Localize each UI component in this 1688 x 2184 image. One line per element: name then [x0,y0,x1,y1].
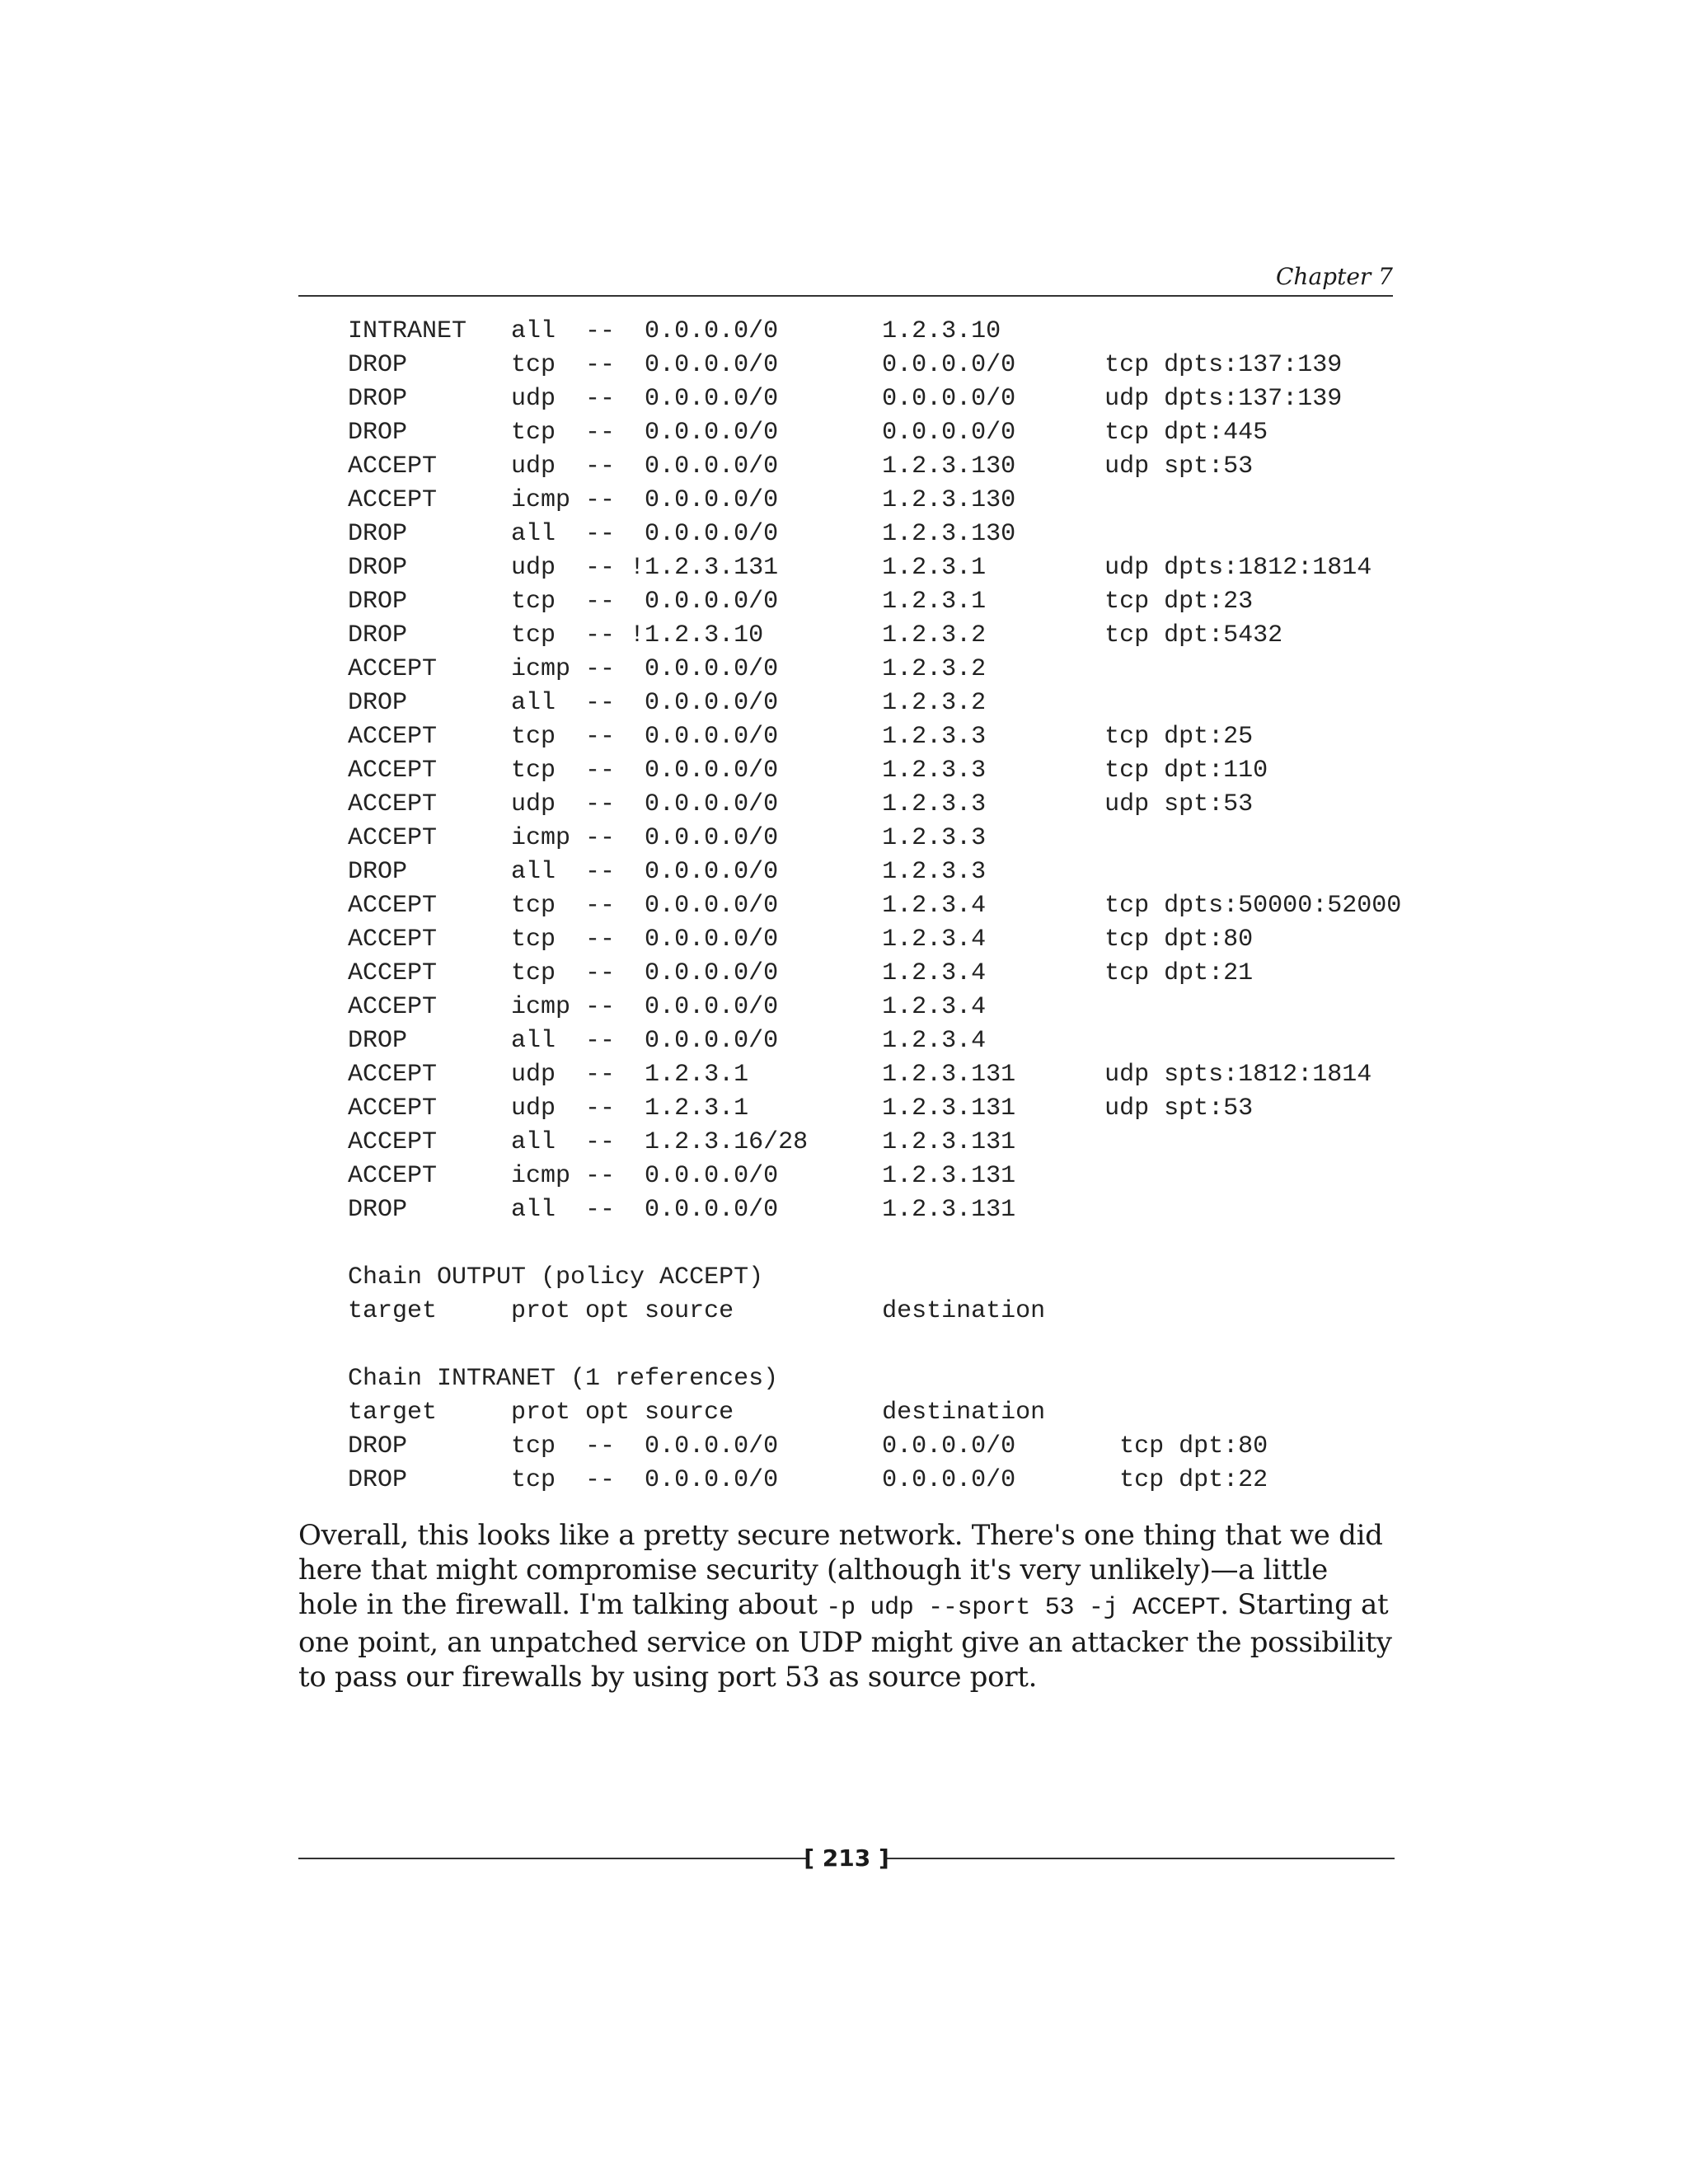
code-line: target prot opt source destination [348,1399,1046,1427]
code-line: ACCEPT tcp -- 0.0.0.0/0 1.2.3.4 tcp dpt:21 [348,959,1254,987]
iptables-output-block [348,315,1403,1497]
code-line: DROP tcp -- 0.0.0.0/0 1.2.3.1 tcp dpt:23 [348,588,1254,616]
inline-code-sport-rule: -p udp --sport 53 -j ACCEPT [826,1594,1221,1622]
code-line: Chain OUTPUT (policy ACCEPT) [348,1263,764,1291]
code-line: INTRANET all -- 0.0.0.0/0 1.2.3.10 [348,317,1001,345]
code-line: ACCEPT tcp -- 0.0.0.0/0 1.2.3.4 tcp dpt:80 [348,926,1254,954]
code-line: ACCEPT udp -- 1.2.3.1 1.2.3.131 udp spts:1812:1814 [348,1061,1372,1089]
code-line: ACCEPT icmp -- 0.0.0.0/0 1.2.3.2 [348,655,987,683]
code-line: DROP tcp -- 0.0.0.0/0 0.0.0.0/0 tcp dpts:137:139 [348,351,1343,379]
code-line: ACCEPT tcp -- 0.0.0.0/0 1.2.3.3 tcp dpt:110 [348,757,1268,785]
code-line: DROP udp -- 0.0.0.0/0 0.0.0.0/0 udp dpts:137:139 [348,385,1343,413]
code-line: ACCEPT udp -- 0.0.0.0/0 1.2.3.3 udp spt:53 [348,790,1254,818]
code-line: DROP all -- 0.0.0.0/0 1.2.3.3 [348,858,987,886]
code-line: DROP tcp -- !1.2.3.10 1.2.3.2 tcp dpt:5432 [348,621,1283,649]
code-line: target prot opt source destination [348,1297,1046,1325]
page-number: [ 213 ] [804,1844,889,1872]
code-line: ACCEPT tcp -- 0.0.0.0/0 1.2.3.4 tcp dpts:50000:52000 [348,892,1402,920]
code-line: ACCEPT udp -- 1.2.3.1 1.2.3.131 udp spt:53 [348,1094,1254,1122]
code-line: DROP all -- 0.0.0.0/0 1.2.3.131 [348,1196,1016,1224]
code-line: DROP tcp -- 0.0.0.0/0 0.0.0.0/0 tcp dpt:22 [348,1466,1268,1494]
body-paragraph [298,1518,1395,1694]
paragraph-text-part-1: Overall, this looks like a pretty secure network. There's one thing that we did here that might compromise security (although it's very unlikely)—a little hole in the firewall. I'm talking about [298,1519,1383,1621]
code-line: Chain INTRANET (1 references) [348,1365,779,1393]
code-line: ACCEPT icmp -- 0.0.0.0/0 1.2.3.4 [348,993,987,1021]
code-line [348,1227,1403,1261]
running-header [298,262,1393,297]
page-footer [298,1842,1395,1875]
code-line: ACCEPT all -- 1.2.3.16/28 1.2.3.131 [348,1128,1016,1156]
code-line: DROP all -- 0.0.0.0/0 1.2.3.130 [348,520,1016,548]
code-line: ACCEPT icmp -- 0.0.0.0/0 1.2.3.131 [348,1162,1016,1190]
code-line: DROP udp -- !1.2.3.131 1.2.3.1 udp dpts:1812:1814 [348,554,1372,582]
code-line [348,1329,1403,1362]
code-line: DROP all -- 0.0.0.0/0 1.2.3.4 [348,1027,987,1055]
code-line: ACCEPT icmp -- 0.0.0.0/0 1.2.3.3 [348,824,987,852]
code-line: ACCEPT tcp -- 0.0.0.0/0 1.2.3.3 tcp dpt:25 [348,723,1254,751]
chapter-label: Chapter 7 [1276,263,1393,290]
code-line: ACCEPT udp -- 0.0.0.0/0 1.2.3.130 udp spt:53 [348,452,1254,480]
paragraph-text-part-2: . Starting at one point, an unpatched service on UDP might give an attacker the possibility to pass our firewalls by using port 53 as source port. [298,1588,1392,1694]
code-line: DROP all -- 0.0.0.0/0 1.2.3.2 [348,689,987,717]
code-line: DROP tcp -- 0.0.0.0/0 0.0.0.0/0 tcp dpt:445 [348,419,1268,447]
code-line: DROP tcp -- 0.0.0.0/0 0.0.0.0/0 tcp dpt:80 [348,1432,1268,1460]
code-line: ACCEPT icmp -- 0.0.0.0/0 1.2.3.130 [348,486,1016,514]
